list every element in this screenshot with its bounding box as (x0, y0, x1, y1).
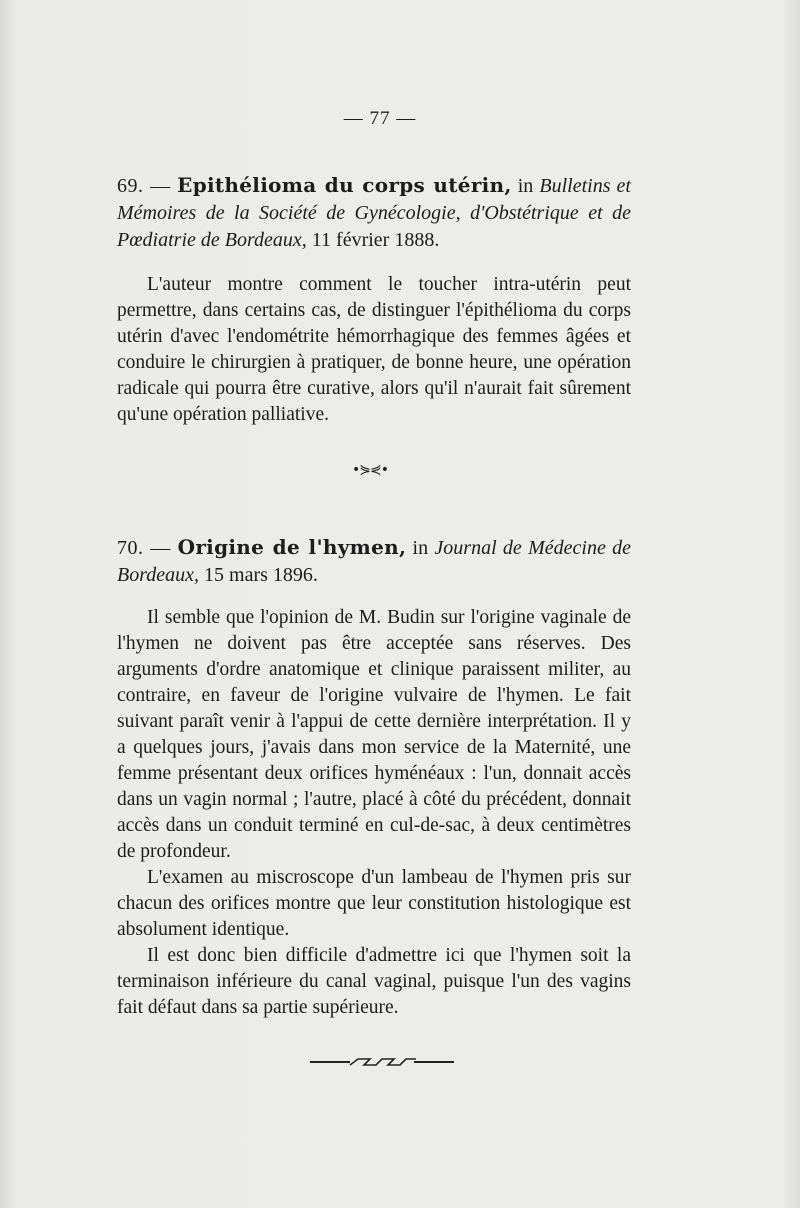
entry-title: Origine de l'hymen, (177, 535, 407, 559)
body-paragraph: L'auteur montre comment le toucher intra-utérin peut permettre, dans certains cas, de distinguer l'épithélioma du corps utérin d'avec l'endométrite hémorrhagique des femmes âgées et conduire le chirurgien à pratiquer, de bonne heure, une opération radicale qui pourra être curative, alors qu'il n'aurait fait sûrement qu'une opération palliative. (117, 274, 631, 425)
entry-in-word: in (406, 537, 435, 559)
entry-number: 70. — (117, 537, 178, 559)
entry-journal: Journal de Médecine de Bordeaux, (117, 537, 632, 586)
page-number: — 77 — (343, 108, 417, 129)
entry-69-body (117, 272, 631, 428)
separator-ornament: •⋟⋞• (352, 462, 388, 478)
entry-title: Epithélioma du corps utérin, (177, 173, 512, 197)
entry-69-heading (117, 172, 631, 254)
body-paragraph: L'examen au miscroscope d'un lambeau de l'hymen pris sur chacun des orifices montre que leur constitution histologique est absolument identique. (117, 867, 631, 940)
body-paragraph: Il est donc bien difficile d'admettre ici que l'hymen soit la terminaison inférieure du canal vaginal, puisque l'un des vagins fait défaut dans sa partie supérieure. (117, 945, 631, 1018)
entry-in-word: in (511, 175, 540, 197)
entry-number: 69. — (117, 175, 178, 197)
body-paragraph: Il semble que l'opinion de M. Budin sur l'origine vaginale de l'hymen ne doivent pas être acceptée sans réserves. Des arguments d'ordre anatomique et clinique paraissent militer, au contraire, en faveur de l'origine vulvaire de l'hymen. Le fait suivant paraît venir à l'appui de cette dernière interprétation. Il y a quelques jours, j'avais dans mon service de la Maternité, une femme présentant deux orifices hyménéaux : l'un, donnait accès dans un vagin normal ; l'autre, placé à côté du précédent, donnait accès dans un conduit terminé en cul-de-sac, à deux centimètres de profondeur. (117, 607, 631, 862)
entry-date: 11 février 1888. (306, 229, 440, 251)
decorative-rule-icon (308, 1052, 458, 1072)
entry-70-heading (117, 534, 631, 589)
entry-70-body (117, 605, 631, 1021)
entry-date: 15 mars 1896. (199, 564, 318, 586)
entry-journal: Bulletins et Mémoires de la Société de Gynécologie, d'Obstétrique et de Pœdiatrie de Bordeaux, (117, 175, 631, 251)
